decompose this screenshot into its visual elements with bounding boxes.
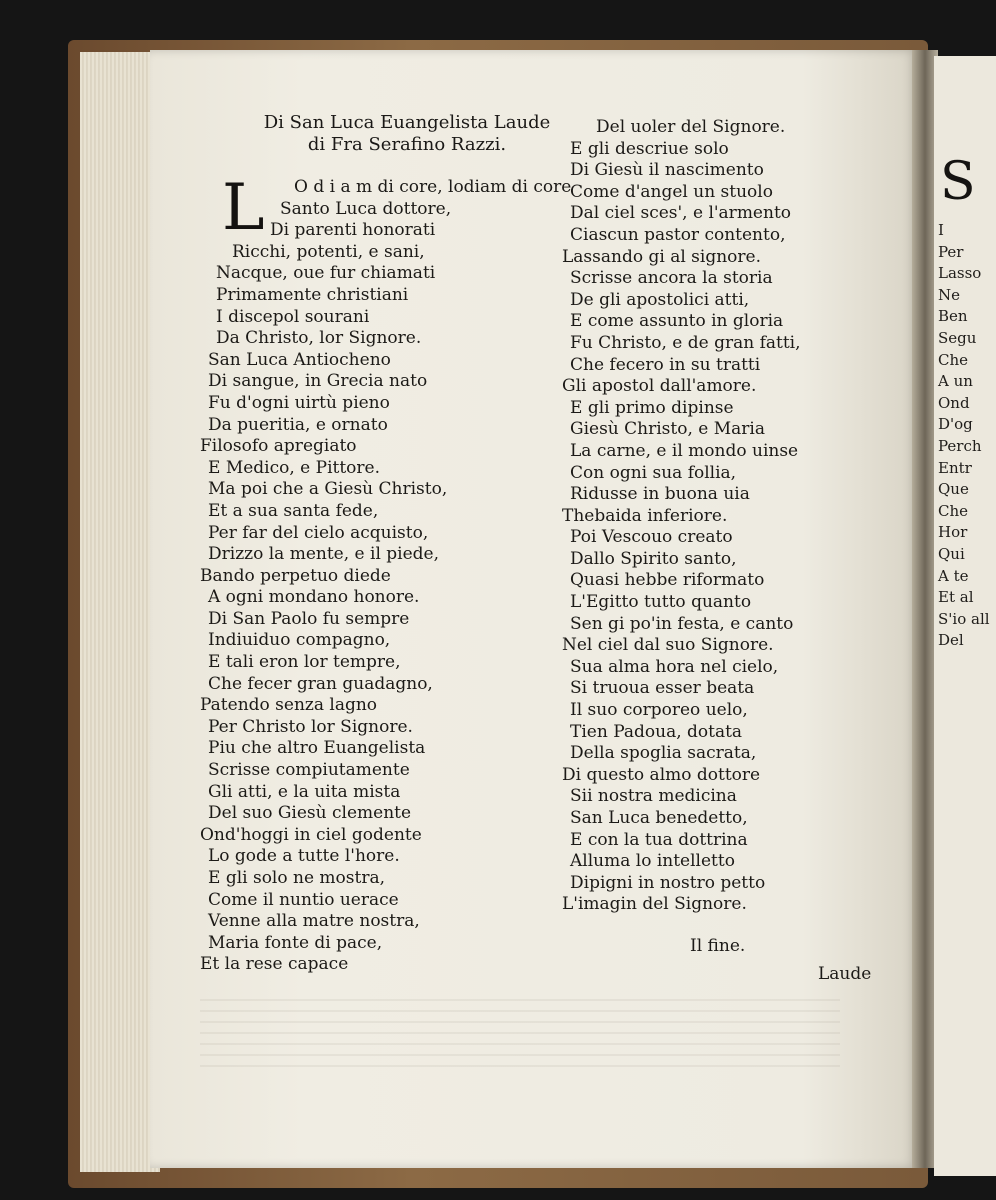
verse-line: Sii nostra medicina [570, 786, 737, 807]
verse-line: Dal ciel sces', e l'armento [570, 203, 792, 224]
next-page-line: Entr [938, 458, 972, 477]
verse-line: Primamente christiani [216, 284, 409, 305]
verse-line: Gli atti, e la uita mista [208, 781, 401, 802]
verse-line: Sen gi po'in festa, e canto [570, 613, 794, 634]
verse-line: San Luca benedetto, [570, 808, 748, 828]
verse-line: Gli apostol dall'amore. [562, 376, 757, 397]
verse-line: Dipigni in nostro petto [570, 872, 766, 893]
verse-line: E gli descriue solo [570, 138, 729, 159]
verse-line: Ridusse in buona uia [570, 484, 750, 505]
next-page-line: D'og [938, 415, 973, 434]
verse-line: Che fecer gran guadagno, [208, 673, 433, 694]
verse-line: Si truoua esser beata [570, 678, 755, 699]
verse-line: Sua alma hora nel cielo, [570, 656, 779, 677]
verse-line: Fu d'ogni uirtù pieno [208, 392, 390, 413]
next-page-line: Qui [938, 544, 965, 563]
verse-line: O d i a m di core, lodiam di core [294, 177, 572, 197]
verse-line: E gli primo dipinse [570, 397, 734, 418]
verse-line: A ogni mondano honore. [208, 587, 420, 608]
verse-line: Lo gode a tutte l'hore. [208, 846, 400, 867]
verse-line: Piu che altro Euangelista [208, 738, 426, 759]
verse-line: E Medico, e Pittore. [208, 457, 380, 478]
verse-line: Et a sua santa fede, [208, 500, 379, 521]
verse-line: La carne, e il mondo uinse [570, 440, 799, 461]
verse-line: Come d'angel un stuolo [570, 181, 773, 202]
verse-line: Poi Vescouo creato [570, 527, 733, 548]
verse-line: Il suo corporeo uelo, [570, 700, 748, 721]
decorated-initial: L [222, 171, 265, 245]
verse-line: Da pueritia, e ornato [208, 414, 388, 435]
verse-line: Di San Paolo fu sempre [208, 608, 410, 629]
next-page-line: Segu [938, 328, 977, 347]
next-page-line: I [938, 221, 944, 239]
verse-line: Con ogni sua follia, [570, 462, 737, 483]
verse-line: I discepol sourani [216, 306, 370, 327]
verse-line: Thebaida inferiore. [562, 505, 728, 526]
verse-line: Ond'hoggi in ciel godente [200, 824, 422, 845]
verse-line: Del uoler del Signore. [596, 117, 786, 137]
verse-line: Indiuiduo compagno, [208, 630, 391, 651]
verse-line: E gli solo ne mostra, [208, 868, 385, 888]
verse-line: Dallo Spirito santo, [570, 548, 737, 569]
verse-line: Giesù Christo, e Maria [570, 419, 765, 440]
verse-line: San Luca Antiocheno [208, 349, 391, 370]
next-page-line: A te [938, 566, 969, 585]
poem-heading [262, 112, 552, 156]
verse-line: E con la tua dottrina [570, 829, 748, 850]
verse-line: Et la rese capace [200, 954, 349, 975]
verse-line: Ma poi che a Giesù Christo, [208, 479, 448, 500]
verse-line: Della spoglia sacrata, [570, 743, 757, 764]
verse-line: Ricchi, potenti, e sani, [232, 241, 425, 262]
verse-line: Filosofo apregiato [200, 436, 357, 457]
verse-line: Santo Luca dottore, [280, 198, 452, 219]
poem-left-column [200, 171, 580, 976]
verse-line: Di parenti honorati [270, 220, 436, 241]
verse-line: Scrisse compiutamente [208, 760, 410, 781]
ink-show-through [200, 990, 840, 1070]
next-page-line: Che [938, 501, 969, 520]
verse-line: Da Christo, lor Signore. [216, 328, 422, 349]
next-page-fragment [934, 56, 996, 1176]
catchword: Laude [818, 964, 872, 984]
verse-line: Nel ciel dal suo Signore. [562, 635, 774, 656]
verse-line: Di Giesù il nascimento [570, 160, 764, 181]
verse-line: Di questo almo dottore [562, 764, 761, 785]
heading-author: di Fra Serafino Razzi. [307, 134, 507, 155]
verse-line: Alluma lo intelletto [570, 851, 735, 872]
next-page-line: Ben [938, 307, 968, 326]
heading-title: Di San Luca Euangelista Laude [263, 112, 551, 133]
verse-line: Per far del cielo acquisto, [208, 522, 429, 543]
verse-line: E tali eron lor tempre, [208, 652, 401, 673]
verse-line: Per Christo lor Signore. [208, 716, 413, 737]
next-page-line: Lasso [938, 264, 982, 283]
verse-line: Venne alla matre nostra, [208, 911, 420, 932]
verse-line: Di sangue, in Grecia nato [208, 371, 428, 392]
verse-line: Patendo senza lagno [200, 695, 378, 716]
next-page-line: Que [938, 480, 969, 499]
next-page-line: Perch [938, 436, 982, 455]
verse-line: De gli apostolici atti, [570, 289, 750, 310]
next-page-line: S'io all [938, 609, 990, 628]
verse-line: L'Egitto tutto quanto [570, 592, 752, 613]
verse-line: Drizzo la mente, e il piede, [208, 544, 440, 565]
verse-line: Quasi hebbe riformato [570, 570, 765, 591]
next-page-line: Ond [938, 393, 970, 412]
poem-right-column [562, 117, 832, 916]
next-page-line: A un [938, 372, 973, 391]
next-page-line: Ne [938, 285, 961, 304]
verse-line: Come il nuntio uerace [208, 889, 399, 910]
finis-line: Il fine. [690, 936, 746, 956]
verse-line: E come assunto in gloria [570, 311, 784, 332]
next-page-line: Et al [938, 588, 974, 607]
next-page-line: Che [938, 350, 969, 369]
verse-line: Ciascun pastor contento, [570, 224, 786, 245]
verse-line: Nacque, oue fur chiamati [216, 263, 436, 284]
verse-line: Lassando gi al signore. [562, 246, 761, 267]
next-page-line: Del [938, 631, 964, 650]
verse-line: Tien Padoua, dotata [570, 721, 743, 742]
verse-line: Bando perpetuo diede [200, 565, 391, 586]
verse-line: Che fecero in su tratti [570, 354, 761, 375]
next-page-initial: S [940, 152, 976, 212]
verse-line: Fu Christo, e de gran fatti, [570, 332, 801, 353]
verse-line: Scrisse ancora la storia [570, 268, 773, 289]
verse-line: Del suo Giesù clemente [208, 803, 412, 824]
verse-line: L'imagin del Signore. [562, 894, 747, 915]
next-page-line: Per [938, 242, 964, 261]
page-edges [80, 52, 160, 1172]
verse-line: Maria fonte di pace, [208, 932, 383, 953]
next-page-lines [934, 220, 990, 652]
next-page-line: Hor [938, 523, 968, 542]
